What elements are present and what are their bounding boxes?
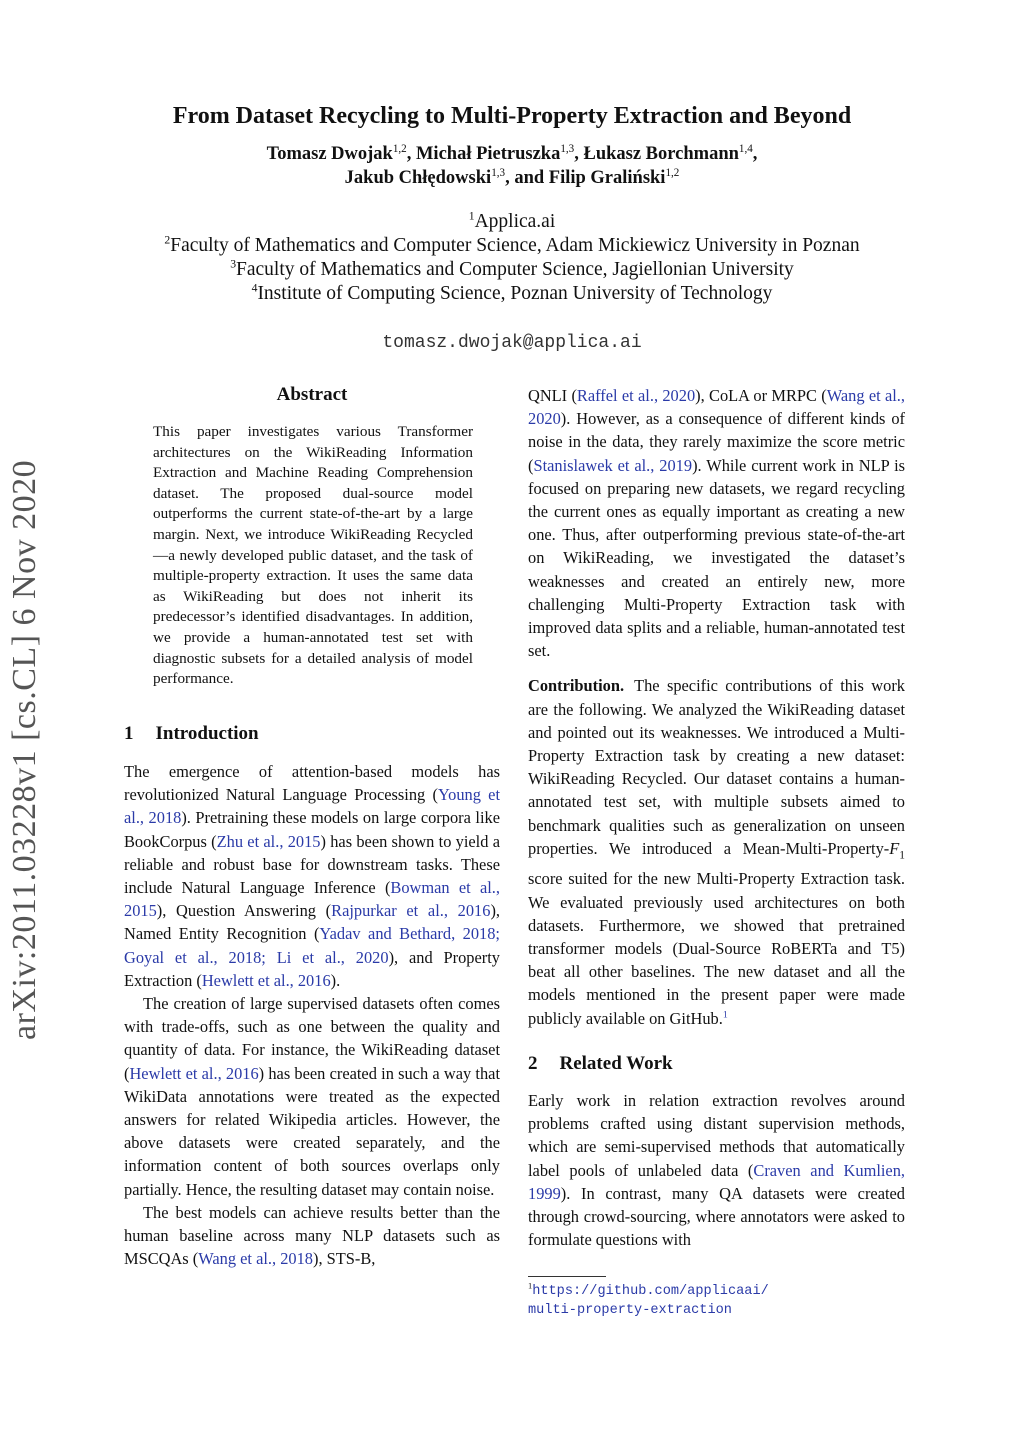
author-line-1: Tomasz Dwojak$^{1,2}$, Michał Pietruszka$^{1,3}$, Łukasz Borchmann$^{1,4}$,: [266, 142, 758, 164]
contribution-label: Contribution.: [528, 676, 625, 696]
affiliation-1: [0, 211, 1024, 233]
section-number: 1: [124, 723, 134, 744]
affiliation-2: [0, 235, 1024, 257]
affiliation-text: Applica.ai: [474, 211, 556, 232]
section-title: Related Work: [559, 1052, 673, 1074]
section-number: 2: [528, 1052, 538, 1074]
affiliation-3: [0, 259, 1024, 281]
section-title: Introduction: [155, 723, 259, 744]
affiliation-mark: 1,3: [491, 166, 506, 179]
author-line-2: Jakub Chłędowski$^{1,3}$, and Filip Graliński$^{1,2}$: [344, 166, 680, 188]
affiliation-mark: 3: [230, 257, 237, 271]
intro-paragraph-1: The emergence of attention-based models has revolutionized Natural Language Processing (Young et al., 2018). Pretraining these models on large corpora like BookCorpus (Zhu et al., 2015) has been shown to yield a reliable and robust base for downstream tasks. These include Natural Language Inference (Bowman et al., 2015), Question Answering (Rajpurkar et al., 2016), Named Entity Recognition (Yadav and Bethard, 2018; Goyal et al., 2018; Li et al., 2020), and Property Extraction (Hewlett et al., 2016).: [124, 762, 501, 990]
intro-continuation: QNLI (Raffel et al., 2020), CoLA or MRPC (Wang et al., 2020). However, as a consequence of different kinds of noise in the data, they rarely maximize the score metric (Stanislawek et al., 2019). While current work in NLP is focused on preparing new datasets, we regard recycling the current ones as equally important as creating a new one. Thus, after outperforming previous state-of-the-art on WikiReading, we investigated the dataset’s weaknesses and created an entirely new, more challenging Multi-Property Extraction task with improved data splits and a reliable, human-annotated test set.: [528, 386, 906, 661]
affiliation-text: Faculty of Mathematics and Computer Science, Adam Mickiewicz University in Poznan: [170, 235, 860, 256]
affiliation-text: Institute of Computing Science, Poznan University of Technology: [257, 283, 773, 304]
section-heading-related-work: [528, 1052, 905, 1075]
math-symbol: F: [889, 838, 900, 858]
affiliation-mark: 2: [164, 233, 171, 247]
author-name: Filip Graliński: [548, 168, 666, 188]
footnote-reference[interactable]: 1: [722, 1009, 728, 1021]
author-name: Jakub Chłędowski: [344, 168, 492, 188]
affiliation-mark: 1,2: [665, 166, 680, 179]
arxiv-stamp: arXiv:2011.03228v1 [cs.CL] 6 Nov 2020: [6, 459, 43, 1040]
citation-link[interactable]: Hewlett et al., 2016: [129, 1063, 259, 1083]
citation-link[interactable]: Hewlett et al., 2016: [201, 970, 331, 990]
citation-link[interactable]: Zhu et al., 2015: [216, 831, 321, 851]
affiliation-mark: 4: [251, 281, 258, 295]
footnote-mark: 1: [528, 1281, 533, 1291]
right-column-body: [528, 384, 905, 1251]
related-work-paragraph: Early work in relation extraction revolves around problems crafted using distant supervision methods, which are semi-supervised methods that automatically label pools of unlabeled data (Craven and Kumlien, 1999). In contrast, many QA datasets were created through crowd-sourcing, where annotators were asked to formulate questions with: [528, 1090, 905, 1250]
citation-link[interactable]: Rajpurkar et al., 2016: [331, 901, 491, 921]
footnote: [528, 1282, 908, 1320]
math-subscript: 1: [899, 849, 905, 862]
affiliation-text: Faculty of Mathematics and Computer Science, Jagiellonian University: [236, 259, 794, 280]
author-email[interactable]: tomasz.dwojak@applica.ai: [382, 333, 642, 353]
paper-title: From Dataset Recycling to Multi-Property Extraction and Beyond: [172, 103, 852, 129]
author-name: Tomasz Dwojak: [266, 144, 393, 164]
affiliation-mark: 1: [468, 209, 475, 223]
affiliation-mark: 1,3: [560, 142, 575, 155]
footnote-rule: [528, 1276, 606, 1277]
citation-link[interactable]: Young et al., 2018: [124, 785, 500, 828]
affiliation-mark: 1,2: [392, 142, 407, 155]
abstract-heading: Abstract: [276, 384, 348, 405]
contribution-text: The specific contributions of this work are the following. We analyzed the WikiReading dataset and pointed out its weaknesses. We introduced a Multi-Property Extraction task by creating a new dataset: WikiReading Recycled. Our dataset contains a human-annotated test set, with multiple subsets aimed to benchmark qualities such as generalization on unseen properties. We introduced a Mean-$Multi-Property-F_1$ score suited for the new Multi-Property Extraction task. We evaluated previously used architectures on both datasets. Furthermore, we showed that pretrained transformer models (Dual-Source RoBERTa and T5) beat all other baselines. The new dataset and all the models mentioned in the present paper were made publicly available on GitHub.$^1$: [528, 676, 905, 1028]
contribution-paragraph: [528, 674, 905, 1029]
intro-paragraph-2: The creation of large supervised datasets often comes with trade-offs, such as one between the quality and quantity of data. For instance, the WikiReading dataset (Hewlett et al., 2016) has been created in such a way that WikiData annotations were treated as the expected answers for related Wikipedia articles. However, the above datasets were created separately, and the information content of both sources overlaps only partially. Hence, the resulting dataset may contain noise.: [124, 994, 500, 1199]
citation-link[interactable]: Wang et al., 2018: [198, 1249, 313, 1269]
citation-link[interactable]: Craven and Kumlien, 1999: [528, 1160, 905, 1203]
affiliation-4: [0, 283, 1024, 305]
abstract-text: This paper investigates various Transformer architectures on the WikiReading Information Extraction and Machine Reading Comprehension dataset. The proposed dual-source model outperforms the current state-of-the-art by a large margin. Next, we introduce WikiReading Recycled—a newly developed public dataset, and the task of multiple-property extraction. It uses the same data as WikiReading but does not inherit its predecessor’s identified disadvantages. In addition, we provide a human-annotated test set with diagnostic subsets for a detailed analysis of model performance.: [153, 423, 473, 688]
intro-paragraph-3: The best models can achieve results better than the human baseline across many NLP datasets such as MSCQAs (Wang et al., 2018), STS-B,: [124, 1202, 500, 1269]
citation-link[interactable]: Wang et al., 2020: [528, 386, 906, 429]
section-heading-introduction: [124, 723, 259, 745]
citation-link[interactable]: Stanislawek et al., 2019: [533, 455, 693, 475]
author-name: Łukasz Borchmann: [583, 144, 739, 164]
citation-link[interactable]: Bowman et al., 2015: [124, 878, 500, 921]
citation-link[interactable]: Raffel et al., 2020: [576, 386, 696, 405]
intro-body: [124, 760, 500, 1270]
author-name: Michał Pietruszka: [415, 144, 561, 164]
affiliation-mark: 1,4: [738, 142, 753, 155]
footnote-url-line-1[interactable]: https://github.com/applicaai/: [532, 1284, 769, 1299]
footnote-url-line-2[interactable]: multi-property-extraction: [528, 1303, 732, 1318]
citation-link[interactable]: Yadav and Bethard, 2018; Goyal et al., 2018; Li et al., 2020: [124, 924, 500, 967]
